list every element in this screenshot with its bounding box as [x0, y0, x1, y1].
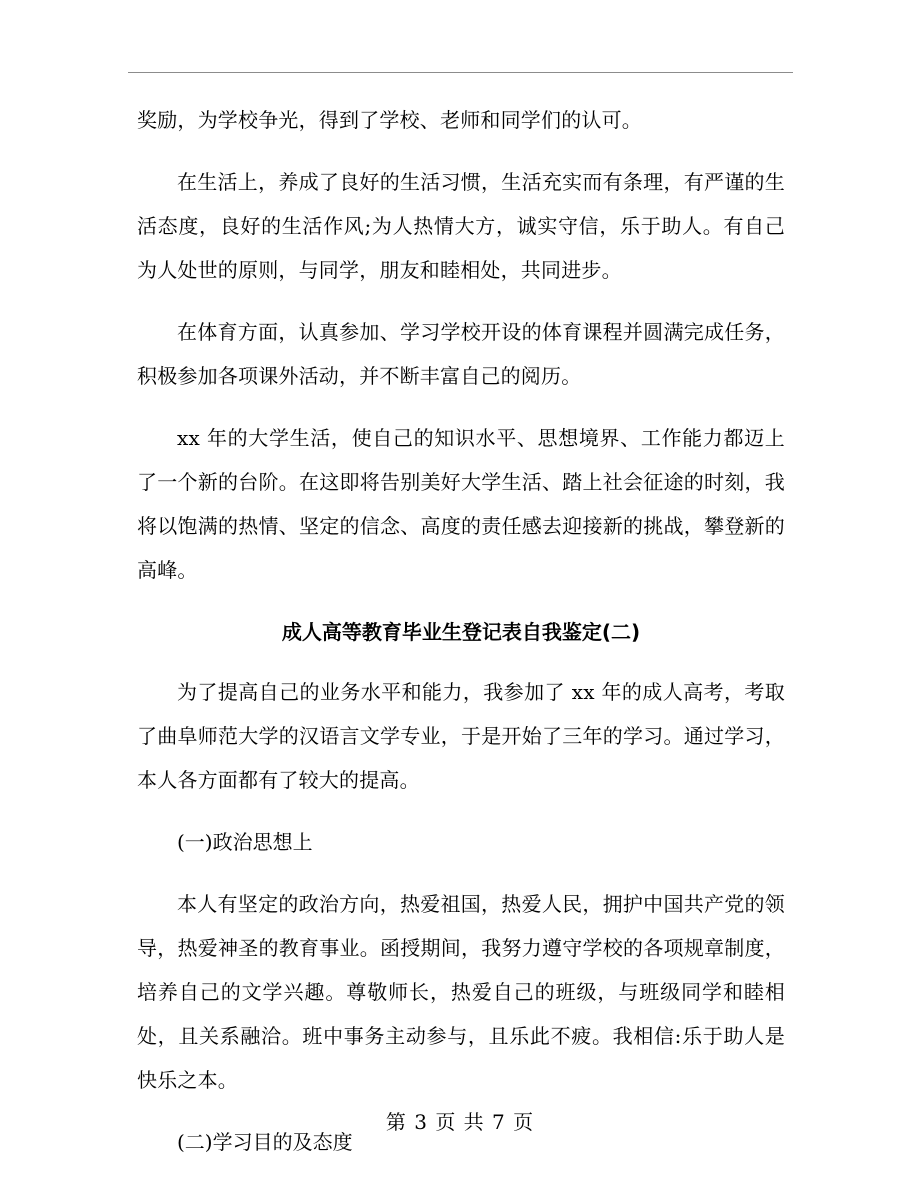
subheading-study: (二)学习目的及态度: [177, 1130, 353, 1154]
subheading-politics: (一)政治思想上: [177, 830, 313, 854]
paragraph-continuation: 奖励，为学校争光，得到了学校、老师和同学们的认可。: [137, 108, 642, 132]
paragraph-summary: xx 年的大学生活，使自己的知识水平、思想境界、工作能力都迈上了一个新的台阶。在这即将告别美好大学生活、踏上社会征途的时刻，我将以饱满的热情、坚定的信念、高度的责任感去迎接新的挑战，攀登新的高峰。: [137, 426, 785, 582]
paragraph-politics: 本人有坚定的政治方向，热爱祖国，热爱人民，拥护中国共产党的领导，热爱神圣的教育事业。函授期间，我努力遵守学校的各项规章制度，培养自己的文学兴趣。尊敬师长，热爱自己的班级，与班级同学和睦相处，且关系融洽。班中事务主动参与，且乐此不疲。我相信:乐于助人是快乐之本。: [137, 892, 785, 1092]
paragraph-intro: 为了提高自己的业务水平和能力，我参加了 xx 年的成人高考，考取了曲阜师范大学的汉语言文学专业，于是开始了三年的学习。通过学习，本人各方面都有了较大的提高。: [137, 680, 785, 792]
paragraph-life: 在生活上，养成了良好的生活习惯，生活充实而有条理，有严谨的生活态度，良好的生活作风;为人热情大方，诚实守信，乐于助人。有自己为人处世的原则，与同学，朋友和睦相处，共同进步。: [137, 170, 785, 282]
document-body: [137, 98, 785, 1182]
section-title: 成人高等教育毕业生登记表自我鉴定(二): [281, 620, 641, 644]
page-number: 第 3 页 共 7 页: [385, 1110, 535, 1134]
header-rule: [128, 72, 793, 73]
paragraph-sports: 在体育方面，认真参加、学习学校开设的体育课程并圆满完成任务，积极参加各项课外活动，并不断丰富自己的阅历。: [137, 320, 785, 388]
